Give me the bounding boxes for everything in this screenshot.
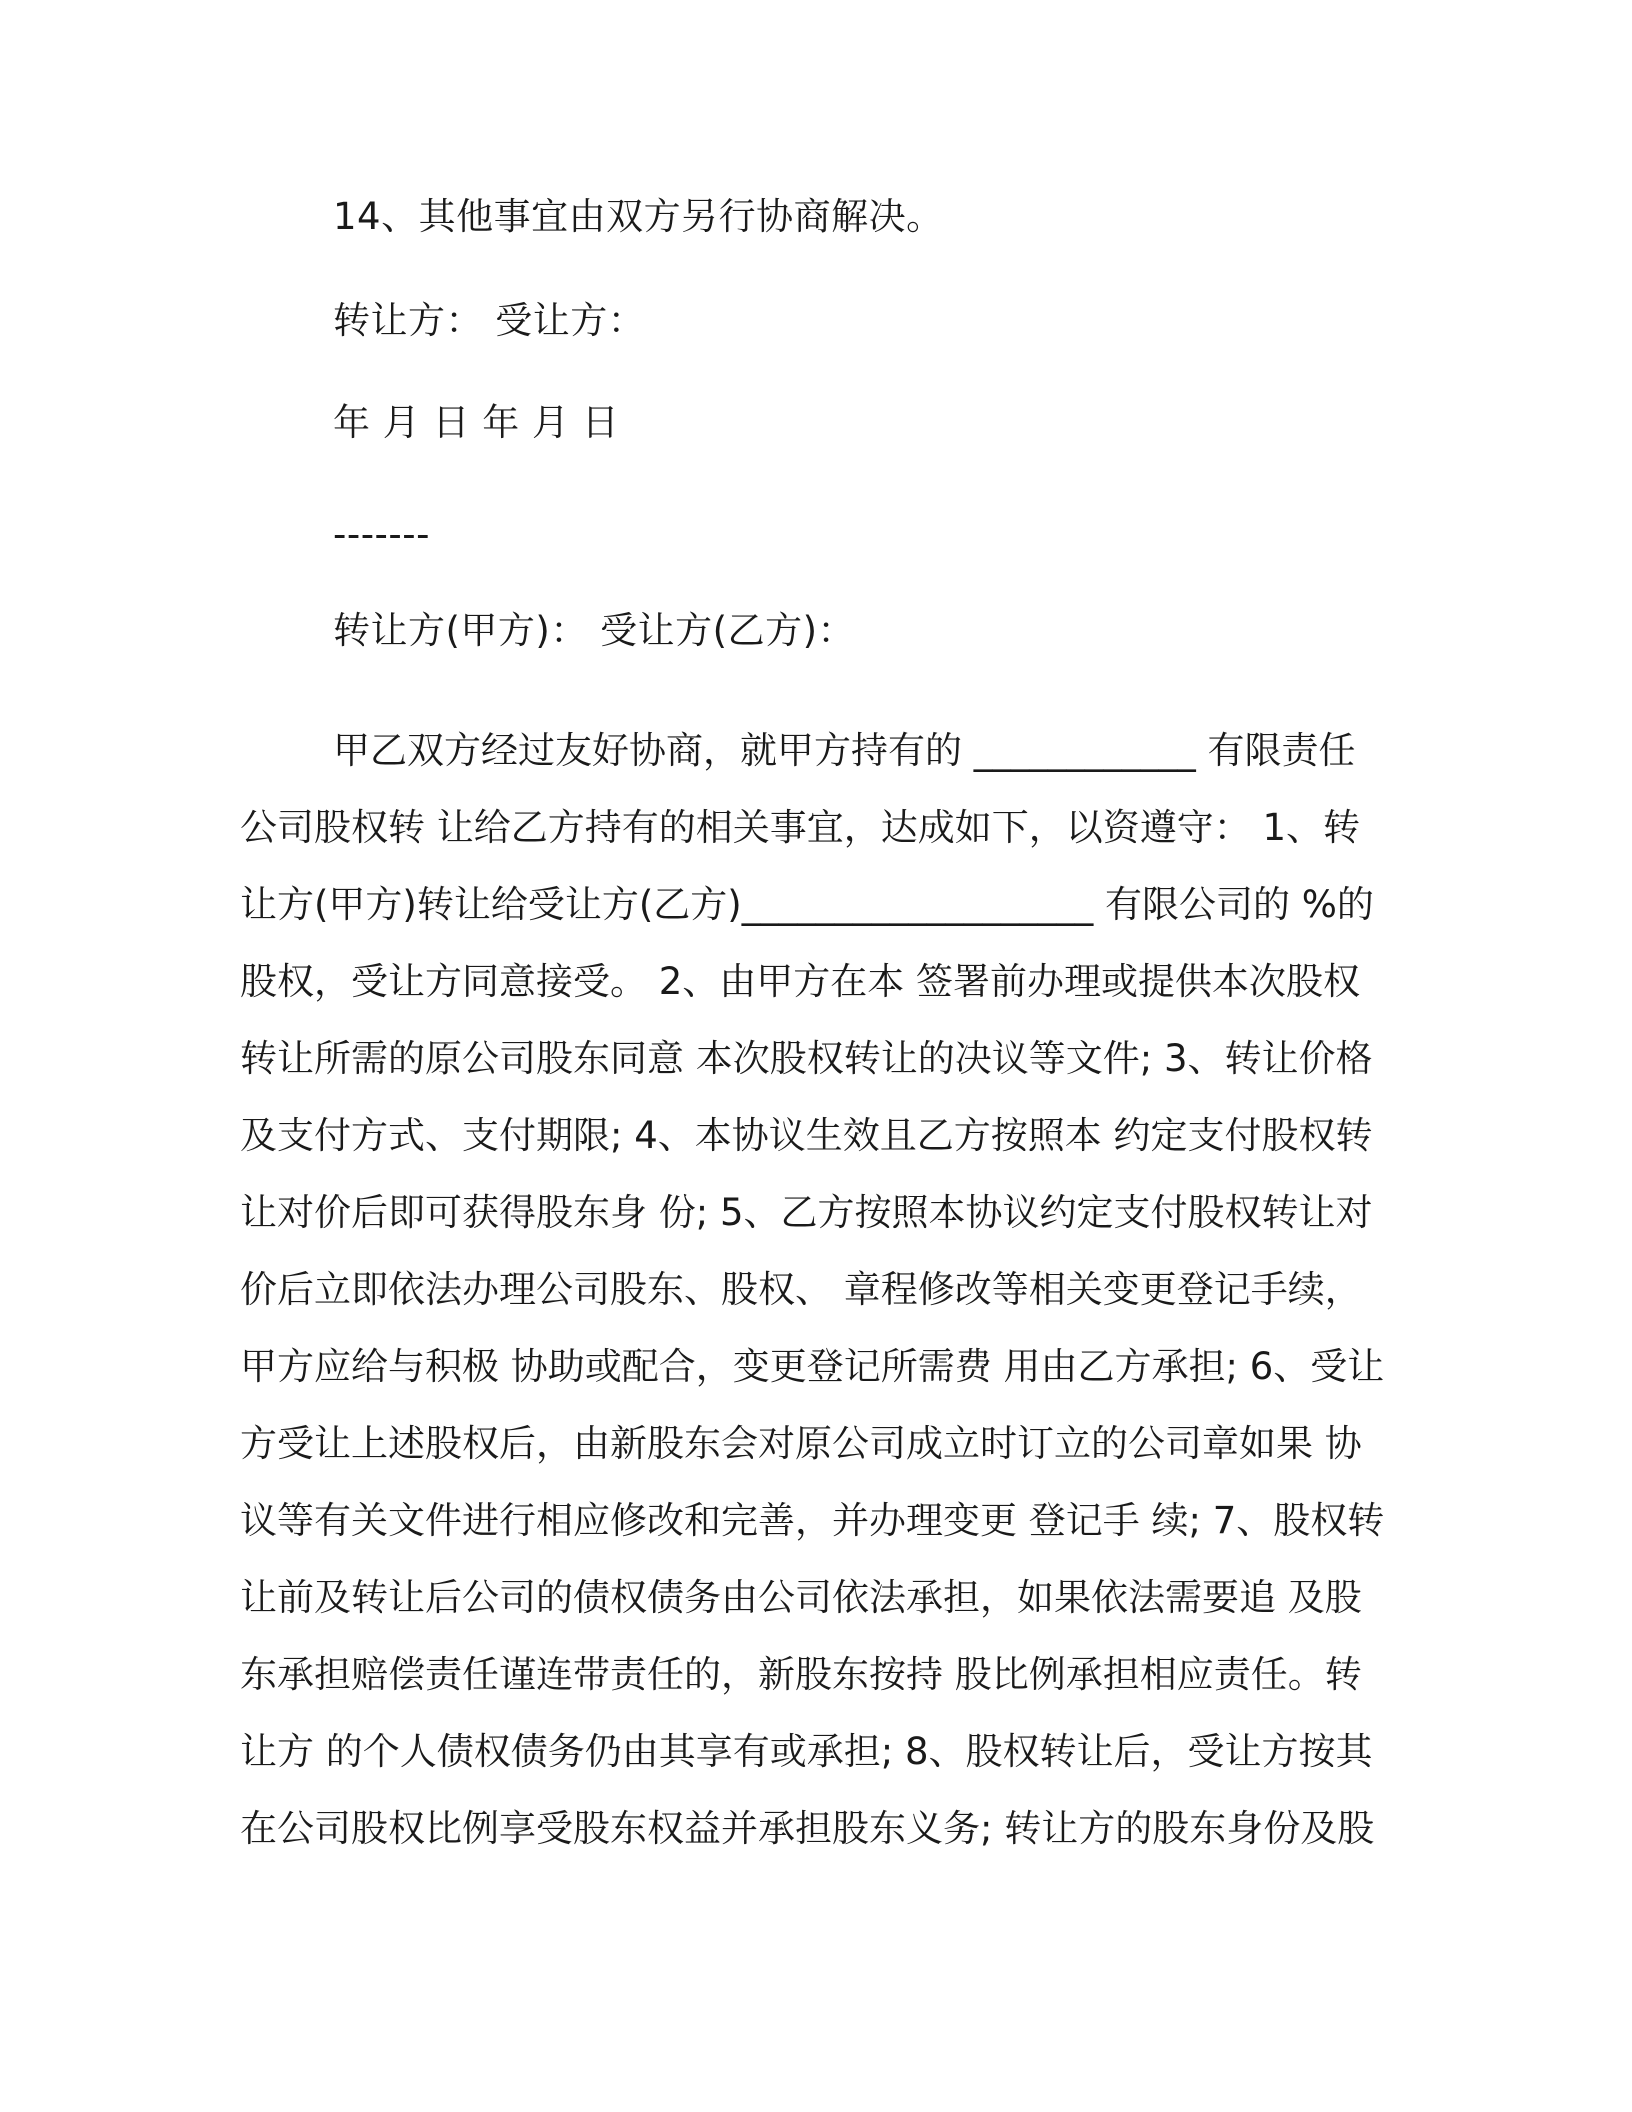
agreement-body xyxy=(240,712,1385,1867)
body-line: 让方 的个人债权债务仍由其享有或承担; 8、股权转让后，受让方按其 xyxy=(240,1730,1373,1773)
parties-line: 转让方(甲方)： 受让方(乙方)： xyxy=(333,609,856,652)
body-line: 东承担赔偿责任谨连带责任的，新股东按持 股比例承担相应责任。转 xyxy=(240,1653,1362,1696)
date-line: 年 月 日 年 月 日 xyxy=(333,401,620,444)
body-line: 价后立即依法办理公司股东、股权、 章程修改等相关变更登记手续， xyxy=(240,1268,1362,1311)
separator: ------- xyxy=(333,513,430,556)
body-line: 甲乙双方经过友好协商，就甲方持有的 ____________ 有限责任 xyxy=(333,729,1356,772)
body-line: 方受让上述股权后，由新股东会对原公司成立时订立的公司章如果 协 xyxy=(240,1422,1362,1465)
body-line: 让对价后即可获得股东身 份; 5、乙方按照本协议约定支付股权转让对 xyxy=(240,1191,1373,1234)
body-line: 让前及转让后公司的债权债务由公司依法承担，如果依法需要追 及股 xyxy=(240,1576,1362,1619)
clause-14: 14、其他事宜由双方另行协商解决。 xyxy=(333,195,944,238)
body-line: 甲方应给与积极 协助或配合，变更登记所需费 用由乙方承担; 6、受让 xyxy=(240,1345,1385,1388)
body-line: 议等有关文件进行相应修改和完善，并办理变更 登记手 续; 7、股权转 xyxy=(240,1499,1385,1542)
body-line: 转让所需的原公司股东同意 本次股权转让的决议等文件; 3、转让价格 xyxy=(240,1037,1373,1080)
body-line: 在公司股权比例享受股东权益并承担股东义务; 转让方的股东身份及股 xyxy=(240,1807,1375,1850)
body-line: 及支付方式、支付期限; 4、本协议生效且乙方按照本 约定支付股权转 xyxy=(240,1114,1373,1157)
body-line: 让方(甲方)转让给受让方(乙方)___________________ 有限公司的 %的 xyxy=(240,883,1374,926)
signature-line: 转让方： 受让方： xyxy=(333,299,646,342)
body-line: 公司股权转 让给乙方持有的相关事宜，达成如下，以资遵守： 1、转 xyxy=(240,806,1361,849)
body-line: 股权，受让方同意接受。 2、由甲方在本 签署前办理或提供本次股权 xyxy=(240,960,1361,1003)
